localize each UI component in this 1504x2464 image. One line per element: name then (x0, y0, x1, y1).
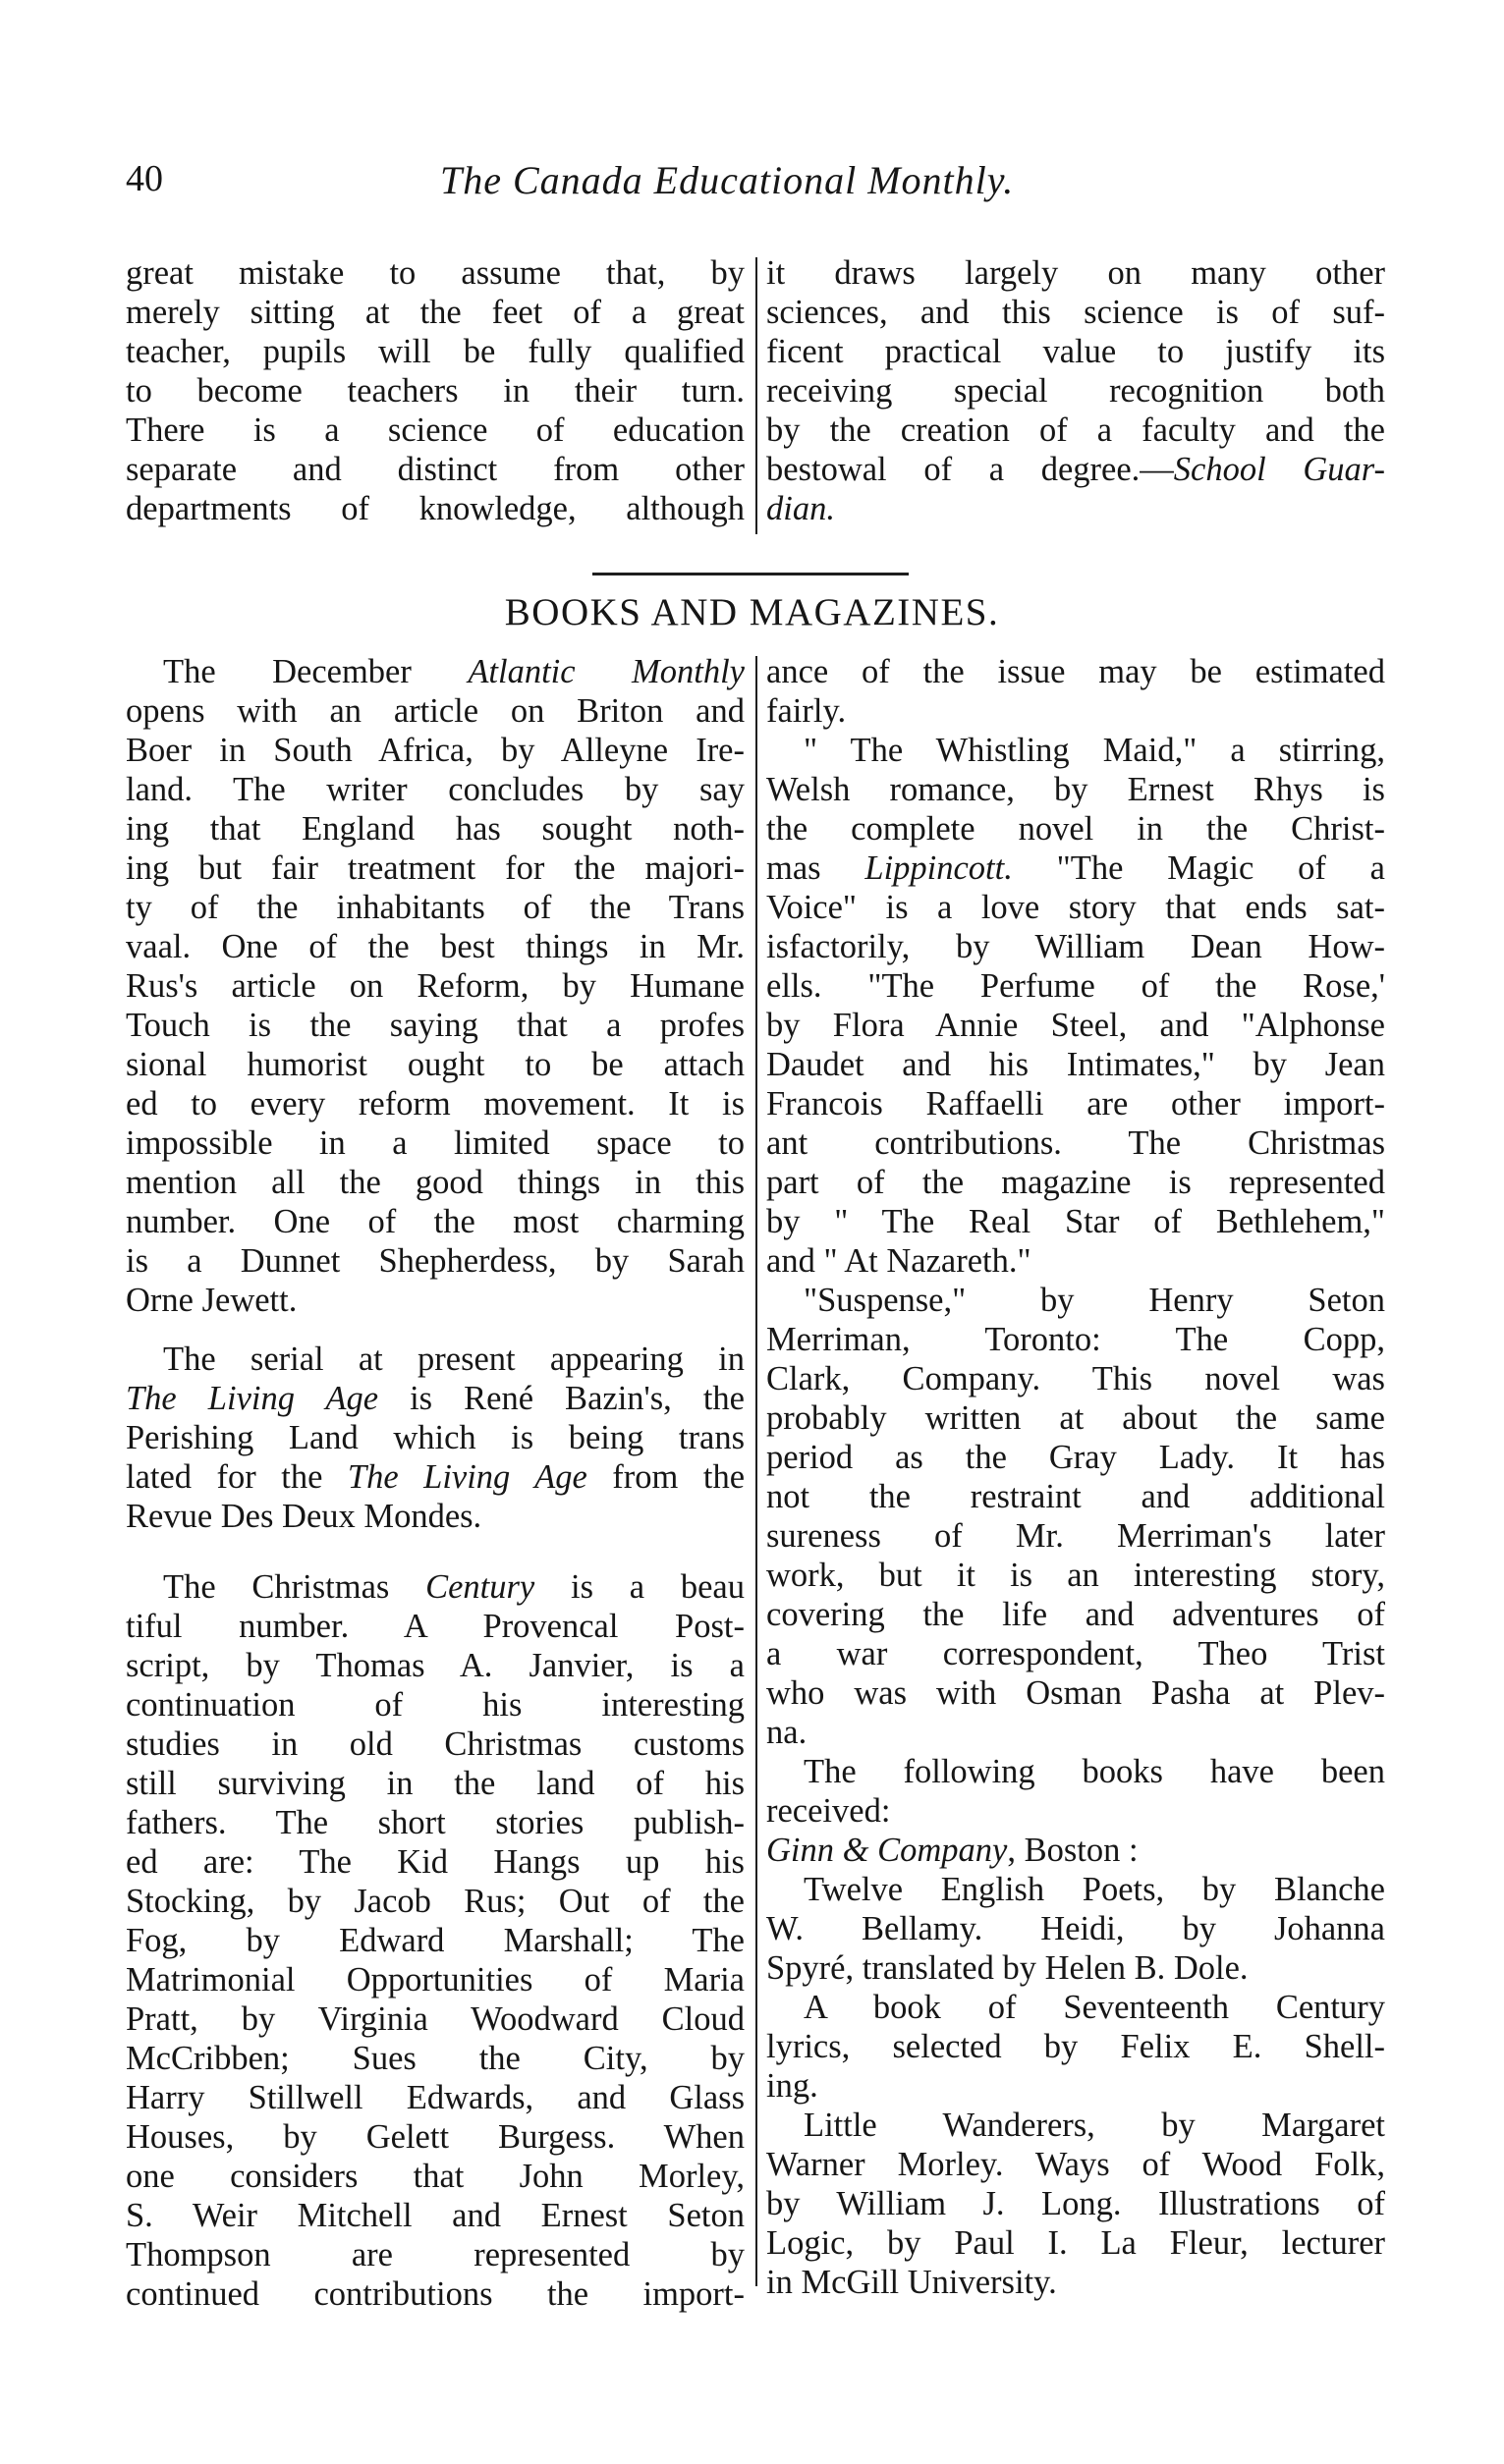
line-text: mas (766, 849, 865, 887)
text-line: script, by Thomas A. Janvier, is a (126, 1647, 745, 1684)
text-line: lyrics, selected by Felix E. Shell- (766, 2028, 1385, 2065)
text-line: to become teachers in their turn. (126, 372, 745, 410)
text-line: ing that England has sought noth- (126, 810, 745, 848)
text-line: is a Dunnet Shepherdess, by Sarah (126, 1242, 745, 1280)
text-line: "Suspense," by Henry Seton (804, 1282, 1385, 1319)
text-line: sureness of Mr. Merriman's later (766, 1517, 1385, 1555)
text-line: who was with Osman Pasha at Plev- (766, 1674, 1385, 1712)
text-line (766, 1831, 1385, 1870)
text-line: Revue Des Deux Mondes. (126, 1498, 482, 1535)
text-line: Fog, by Edward Marshall; The (126, 1922, 745, 1959)
text-line: opens with an article on Briton and (126, 692, 745, 730)
text-line (766, 489, 1385, 528)
line-text: bestowal of a degree.— (766, 451, 1174, 488)
paragraph-gap (126, 1536, 745, 1567)
text-line: Touch is the saying that a profes (126, 1007, 745, 1044)
text-line: tiful number. A Provencal Post- (126, 1608, 745, 1645)
text-line: part of the magazine is represented (766, 1164, 1385, 1201)
text-line: continued contributions the import- (126, 2275, 745, 2313)
text-line: departments of knowledge, although (126, 490, 745, 527)
source-citation: School Guar- (1173, 451, 1385, 488)
text-line: ance of the issue may be estimated (766, 653, 1385, 690)
text-line: Pratt, by Virginia Woodward Cloud (126, 2000, 745, 2038)
text-line: McCribben; Sues the City, by (126, 2040, 745, 2077)
text-line: great mistake to assume that, by (126, 254, 745, 292)
top-right-continuation (766, 253, 1385, 528)
text-line: Perishing Land which is being trans (126, 1419, 745, 1456)
text-line: ing but fair treatment for the majori- (126, 849, 745, 887)
paragraph-gap (126, 1320, 745, 1340)
text-line: " The Whistling Maid," a stirring, (804, 732, 1385, 769)
line-text: The December (163, 653, 469, 690)
section-divider (592, 573, 909, 575)
text-line: one considers that John Morley, (126, 2158, 745, 2195)
text-line: mention all the good things in this (126, 1164, 745, 1201)
text-line: Merriman, Toronto: The Copp, (766, 1321, 1385, 1358)
text-line: ty of the inhabitants of the Trans (126, 889, 745, 926)
text-line: land. The writer concludes by say (126, 771, 745, 808)
text-line: a war correspondent, Theo Trist (766, 1635, 1385, 1672)
text-line: Boer in South Africa, by Alleyne Ire- (126, 732, 745, 769)
text-line: Stocking, by Jacob Rus; Out of the (126, 1883, 745, 1920)
text-line: work, but it is an interesting story, (766, 1557, 1385, 1594)
magazine-title: The Living Age (347, 1458, 587, 1496)
line-text: from the (586, 1458, 746, 1496)
text-line: by " The Real Star of Bethlehem," (766, 1203, 1385, 1240)
text-line: it draws largely on many other (766, 254, 1385, 292)
magazine-title: Lippincott. (864, 849, 1013, 887)
publisher-name: Ginn & Company (766, 1832, 1008, 1869)
text-line: Matrimonial Opportunities of Maria (126, 1961, 745, 1999)
line-text: , Boston : (1007, 1832, 1139, 1869)
column-rule-top (755, 257, 757, 534)
text-line: na. (766, 1714, 808, 1751)
text-line: W. Bellamy. Heidi, by Johanna (766, 1910, 1385, 1947)
magazine-title: Century (425, 1568, 535, 1606)
text-line: probably written at about the same (766, 1399, 1385, 1437)
top-left-continuation (126, 253, 745, 528)
text-line: Francois Raffaelli are other import- (766, 1085, 1385, 1122)
text-line: merely sitting at the feet of a great (126, 294, 745, 331)
line-text: "The Magic of a (1012, 849, 1385, 887)
text-line: ficent practical value to justify its (766, 333, 1385, 370)
text-line: Rus's article on Reform, by Humane (126, 967, 745, 1005)
text-line: Thompson are represented by (126, 2236, 745, 2273)
line-text: The Christmas (163, 1568, 426, 1606)
text-line: period as the Gray Lady. It has (766, 1439, 1385, 1476)
line-text: is a beau (534, 1568, 745, 1606)
left-column (126, 652, 745, 2314)
text-line: studies in old Christmas customs (126, 1725, 745, 1763)
text-line (126, 1567, 745, 1607)
text-line: by the creation of a faculty and the (766, 411, 1385, 449)
text-line: The serial at present appearing in (163, 1341, 745, 1378)
text-line: receiving special recognition both (766, 372, 1385, 410)
text-line (766, 849, 1385, 888)
text-line: The following books have been (804, 1753, 1385, 1790)
text-line: Welsh romance, by Ernest Rhys is (766, 771, 1385, 808)
page-number: 40 (126, 158, 163, 199)
text-line: Spyré, translated by Helen B. Dole. (766, 1949, 1249, 1987)
right-column (766, 652, 1385, 2302)
text-line: A book of Seventeenth Century (804, 1989, 1385, 2026)
text-line: number. One of the most charming (126, 1203, 745, 1240)
magazine-title: Atlantic Monthly (468, 653, 745, 690)
text-line: ant contributions. The Christmas (766, 1124, 1385, 1162)
text-line: received: (766, 1792, 891, 1830)
text-line: Clark, Company. This novel was (766, 1360, 1385, 1397)
text-line: Warner Morley. Ways of Wood Folk, (766, 2146, 1385, 2183)
text-line: separate and distinct from other (126, 451, 745, 488)
text-line: still surviving in the land of his (126, 1765, 745, 1802)
text-line: by William J. Long. Illustrations of (766, 2185, 1385, 2222)
text-line: and " At Nazareth." (766, 1242, 1031, 1280)
text-line: Harry Stillwell Edwards, and Glass (126, 2079, 745, 2116)
text-line: sciences, and this science is of suf- (766, 294, 1385, 331)
text-line: continuation of his interesting (126, 1686, 745, 1724)
text-line: Twelve English Poets, by Blanche (804, 1871, 1385, 1908)
line-text: is René Bazin's, the (378, 1380, 745, 1417)
text-line: Orne Jewett. (126, 1282, 298, 1319)
text-line: Logic, by Paul I. La Fleur, lecturer (766, 2224, 1385, 2262)
text-line: isfactorily, by William Dean How- (766, 928, 1385, 965)
text-line (126, 1379, 745, 1418)
text-line: teacher, pupils will be fully qualified (126, 333, 745, 370)
source-citation: dian. (766, 490, 835, 527)
magazine-title: The Living Age (126, 1380, 379, 1417)
text-line (766, 450, 1385, 489)
text-line: Voice" is a love story that ends sat- (766, 889, 1385, 926)
journal-title: The Canada Educational Monthly. (440, 158, 1015, 202)
text-line: sional humorist ought to be attach (126, 1046, 745, 1083)
text-line: Daudet and his Intimates," by Jean (766, 1046, 1385, 1083)
text-line: fairly. (766, 692, 847, 730)
text-line: There is a science of education (126, 411, 745, 449)
text-line: ed to every reform movement. It is (126, 1085, 745, 1122)
text-line: Little Wanderers, by Margaret (804, 2107, 1385, 2144)
text-line: ed are: The Kid Hangs up his (126, 1843, 745, 1881)
running-head (126, 157, 1108, 212)
line-text: lated for the (126, 1458, 348, 1496)
text-line: not the restraint and additional (766, 1478, 1385, 1515)
text-line: by Flora Annie Steel, and "Alphonse (766, 1007, 1385, 1044)
column-rule-main (755, 656, 757, 2286)
text-line: impossible in a limited space to (126, 1124, 745, 1162)
text-line: ells. "The Perfume of the Rose,' (766, 967, 1385, 1005)
text-line (126, 1457, 745, 1497)
text-line (126, 652, 745, 691)
text-line: ing. (766, 2067, 818, 2105)
text-line: covering the life and adventures of (766, 1596, 1385, 1633)
section-heading: BOOKS AND MAGAZINES. (504, 591, 1000, 633)
text-line: vaal. One of the best things in Mr. (126, 928, 745, 965)
text-line: in McGill University. (766, 2264, 1057, 2301)
text-line: fathers. The short stories publish- (126, 1804, 745, 1841)
text-line: S. Weir Mitchell and Ernest Seton (126, 2197, 745, 2234)
text-line: Houses, by Gelett Burgess. When (126, 2118, 745, 2156)
text-line: the complete novel in the Christ- (766, 810, 1385, 848)
